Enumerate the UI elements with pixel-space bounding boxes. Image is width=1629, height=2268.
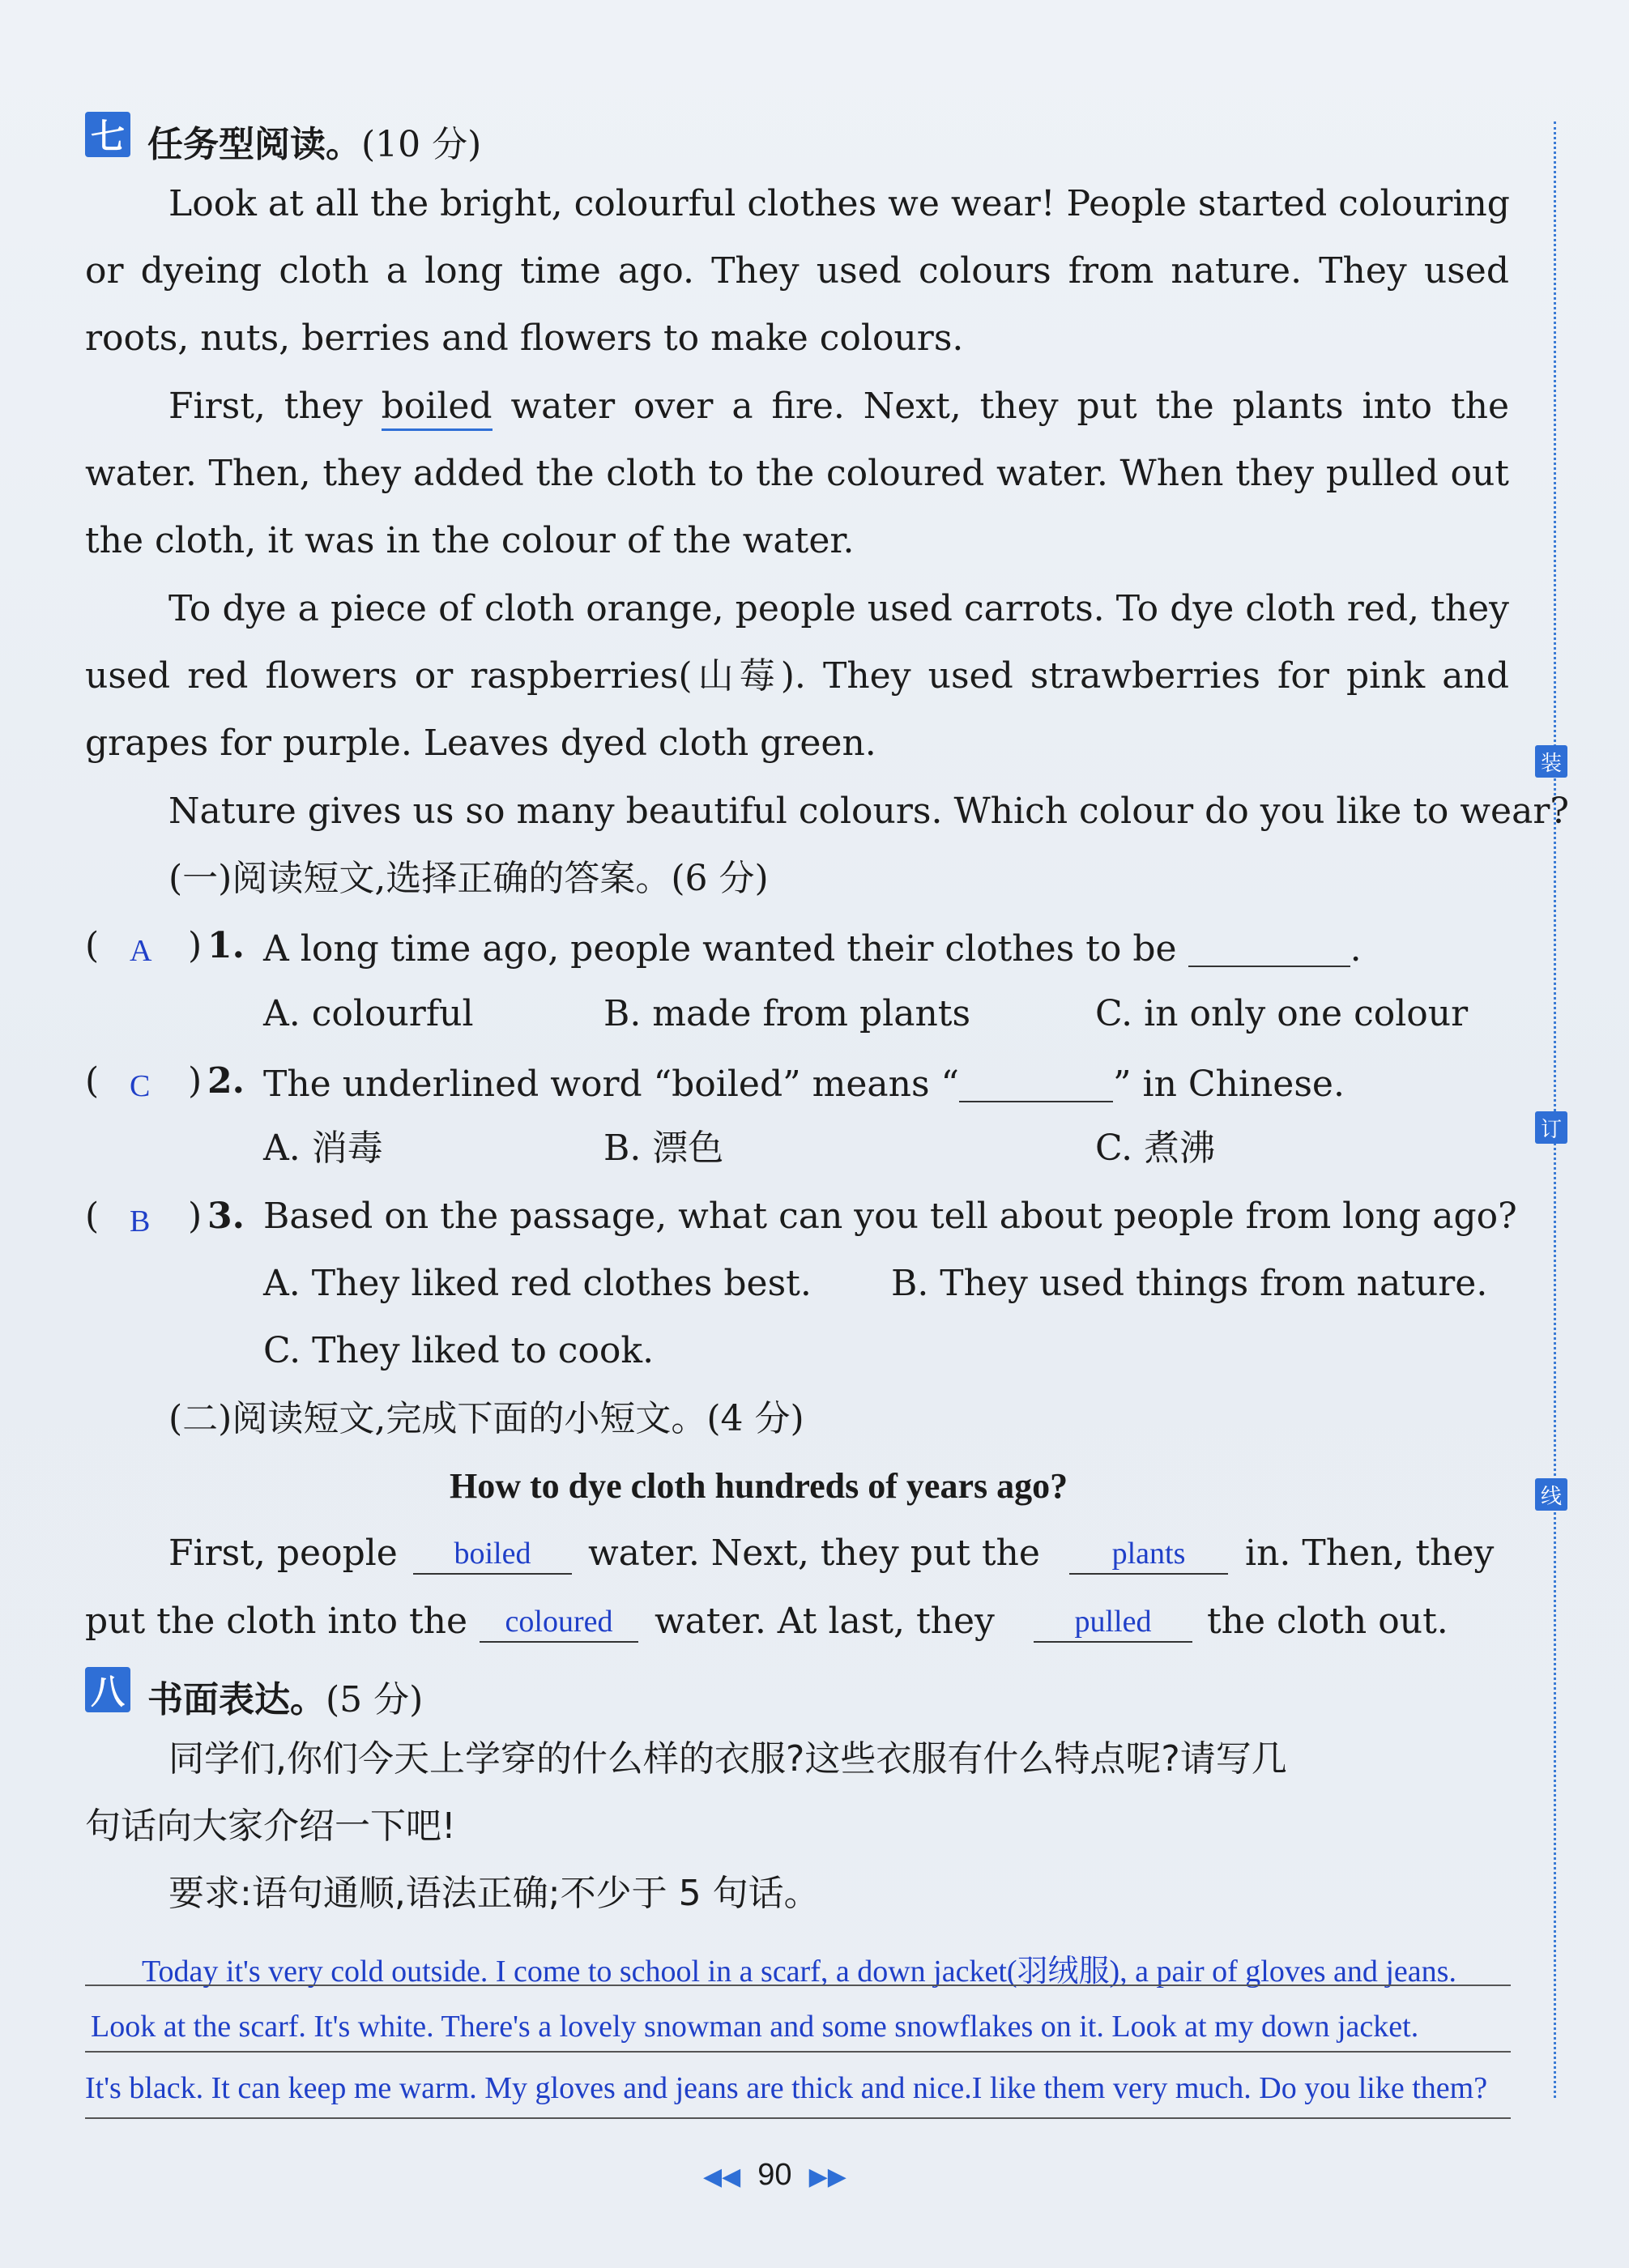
q1-option-a: A. colourful — [263, 993, 474, 1034]
writing-prompt-line2: 句话向大家介绍一下吧! — [85, 1805, 456, 1847]
blank-2 — [1069, 1533, 1228, 1575]
section-title-8-text: 书面表达。 — [147, 1679, 326, 1720]
q2-option-c: C. 煮沸 — [1095, 1128, 1216, 1169]
section-title-7-text: 任务型阅读。 — [147, 124, 361, 165]
q1-option-b: B. made from plants — [603, 993, 971, 1034]
q3-number: 3. — [207, 1196, 245, 1237]
binding-dotted-line — [1554, 122, 1556, 2098]
q1-stem: A long time ago, people wanted their clothes to be . — [263, 928, 1362, 970]
q1-answer: A — [130, 934, 152, 968]
answer-plants: plants — [1111, 1537, 1186, 1571]
page-footer — [703, 2158, 846, 2193]
q2-option-a: A. 消毒 — [263, 1128, 383, 1169]
next-arrows-icon: ▶▶ — [808, 2163, 846, 2191]
passage-p3-line1: To dye a piece of cloth orange, people used carrots. To dye cloth red, they — [168, 588, 1509, 629]
part1-title: (一)阅读短文,选择正确的答案。(6 分) — [168, 858, 769, 899]
passage-p3-line2: used red flowers or raspberries(山莓). They used strawberries for pink and — [85, 655, 1509, 697]
q1-blank — [1188, 928, 1350, 967]
part2-line2-c: the cloth out. — [1207, 1601, 1448, 1642]
passage-p4: Nature gives us so many beautiful colours. Which colour do you like to wear? — [168, 791, 1569, 832]
answer-pulled: pulled — [1074, 1605, 1152, 1639]
part2-heading: How to dye cloth hundreds of years ago? — [450, 1466, 1068, 1506]
q3-paren-close: ) — [188, 1196, 203, 1237]
q2-number: 2. — [207, 1060, 245, 1102]
q2-option-b: B. 漂色 — [603, 1128, 724, 1169]
answer-boiled: boiled — [454, 1537, 531, 1571]
blank-3 — [480, 1601, 638, 1643]
q3-stem: Based on the passage, what can you tell about people from long ago? — [263, 1196, 1517, 1237]
section-title-8 — [147, 1670, 423, 1722]
writing-line-2 — [85, 2051, 1511, 2053]
q3-paren-open: ( — [85, 1196, 100, 1237]
passage-p1-line1: Look at all the bright, colourful clothes we wear! People started colouring — [168, 183, 1510, 224]
section-badge-7: 七 — [85, 112, 130, 157]
q1-number: 1. — [207, 925, 245, 966]
q2-blank — [959, 1064, 1113, 1102]
section-title-7 — [147, 115, 481, 167]
q1-paren-close: ) — [188, 925, 203, 966]
q3-option-b: B. They used things from nature. — [891, 1263, 1488, 1304]
binding-tab-xian: 线 — [1535, 1478, 1567, 1511]
part2-line1-c: in. Then, they — [1245, 1533, 1495, 1574]
binding-tab-ding: 订 — [1535, 1111, 1567, 1144]
part2-line2-a: put the cloth into the — [85, 1601, 468, 1642]
writing-prompt-line1: 同学们,你们今天上学穿的什么样的衣服?这些衣服有什么特点呢?请写几 — [168, 1738, 1287, 1780]
part2-line2-b: water. At last, they — [655, 1601, 995, 1642]
binding-tab-zhuang: 装 — [1535, 745, 1567, 778]
page-number: 90 — [757, 2158, 792, 2192]
part2-line1-b: water. Next, they put the — [588, 1533, 1040, 1574]
q2-paren-open: ( — [85, 1060, 100, 1102]
handwriting-line3: It's black. It can keep me warm. My gloves and jeans are thick and nice.I like them very much. Do you like them? — [85, 2071, 1488, 2105]
part2-title: (二)阅读短文,完成下面的小短文。(4 分) — [168, 1398, 804, 1439]
q1-option-c: C. in only one colour — [1095, 993, 1469, 1034]
section-badge-8: 八 — [85, 1667, 130, 1712]
section-points-7: (10 分) — [361, 124, 482, 165]
handwriting-line1: Today it's very cold outside. I come to school in a scarf, a down jacket(羽绒服), a pair of gloves and jeans. — [142, 1955, 1456, 1989]
handwriting-line2: Look at the scarf. It's white. There's a lovely snowman and some snowflakes on it. Look at my down jacket. — [91, 2010, 1419, 2044]
answer-coloured: coloured — [505, 1605, 613, 1639]
q3-answer: B — [130, 1204, 151, 1238]
passage-p2-line3: the cloth, it was in the colour of the water. — [85, 520, 855, 561]
blank-1 — [413, 1533, 572, 1575]
passage-p1-line3: roots, nuts, berries and flowers to make colours. — [85, 318, 964, 359]
q3-option-a: A. They liked red clothes best. — [263, 1263, 812, 1304]
blank-4 — [1034, 1601, 1192, 1643]
prev-arrows-icon: ◀◀ — [703, 2163, 741, 2191]
writing-line-3 — [85, 2117, 1511, 2119]
passage-p1-line2: or dyeing cloth a long time ago. They used colours from nature. They used — [85, 250, 1509, 292]
part2-line1-a: First, people — [168, 1533, 398, 1574]
q3-option-c: C. They liked to cook. — [263, 1330, 655, 1371]
q2-answer: C — [130, 1069, 151, 1103]
passage-p3-line3: grapes for purple. Leaves dyed cloth green. — [85, 723, 876, 764]
writing-requirement: 要求:语句通顺,语法正确;不少于 5 句话。 — [168, 1873, 820, 1914]
q2-stem: The underlined word “boiled” means “ ” in Chinese. — [263, 1064, 1345, 1105]
underlined-word-boiled: boiled — [382, 386, 493, 431]
q1-paren-open: ( — [85, 925, 100, 966]
q2-paren-close: ) — [188, 1060, 203, 1102]
passage-p2-line2: water. Then, they added the cloth to the coloured water. When they pulled out — [85, 453, 1509, 494]
section-points-8: (5 分) — [326, 1679, 424, 1720]
passage-p2-line1: First, they boiled water over a fire. Next, they put the plants into the — [168, 389, 1509, 424]
writing-line-1 — [85, 1985, 1511, 1986]
